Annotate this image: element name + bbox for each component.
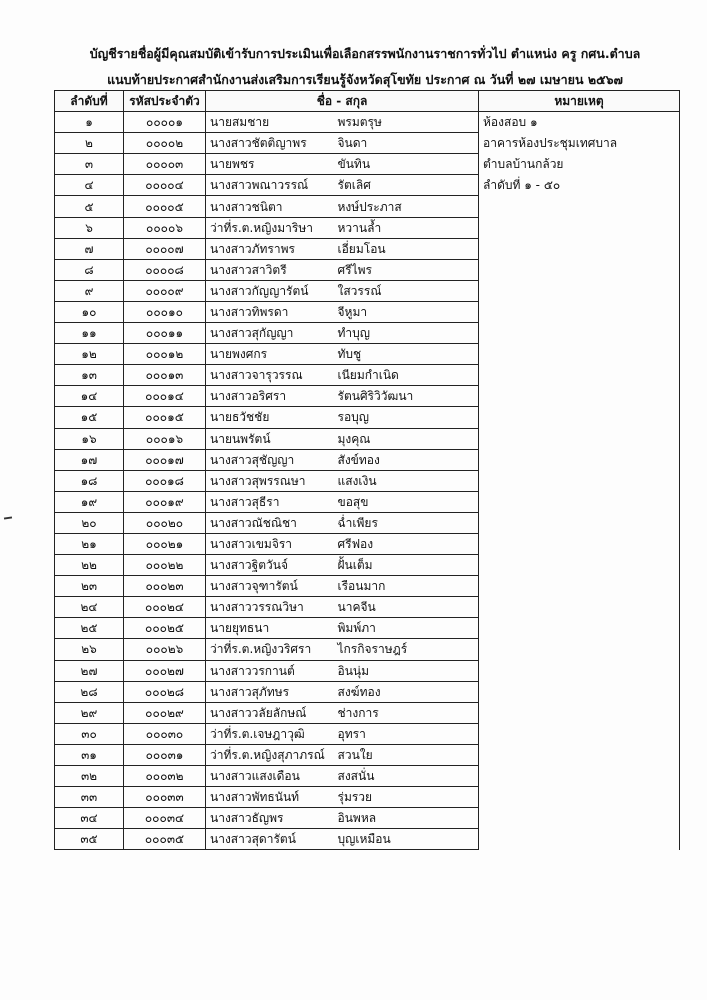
row-first-name: นางสาวภัทราพร <box>206 238 334 259</box>
table-row <box>55 154 680 175</box>
row-num: ๕ <box>55 196 124 217</box>
row-code: ๐๐๐๑๖ <box>124 428 206 449</box>
table-row <box>55 681 680 702</box>
row-first-name: นางสาวอริศรา <box>206 386 334 407</box>
row-code: ๐๐๐๐๖ <box>124 217 206 238</box>
row-last-name: สงฆ์ทอง <box>334 681 479 702</box>
table-row <box>55 723 680 744</box>
table-row <box>55 196 680 217</box>
row-remark <box>479 470 680 491</box>
row-first-name: นายพชร <box>206 154 334 175</box>
row-code: ๐๐๐๐๒ <box>124 133 206 154</box>
row-last-name: ช่างการ <box>334 702 479 723</box>
row-first-name: นางสาวสุพรรณษา <box>206 470 334 491</box>
header-code: รหัสประจำตัว <box>124 91 206 112</box>
row-first-name: ว่าที่ร.ต.หญิงสุภาภรณ์ <box>206 744 334 765</box>
row-first-name: นางสาวจารุวรรณ <box>206 365 334 386</box>
row-first-name: นางสาวชนิตา <box>206 196 334 217</box>
row-code: ๐๐๐๒๔ <box>124 597 206 618</box>
row-code: ๐๐๐๓๔ <box>124 808 206 829</box>
row-code: ๐๐๐๑๙ <box>124 491 206 512</box>
row-code: ๐๐๐๐๙ <box>124 280 206 301</box>
row-last-name: สงสนั่น <box>334 766 479 787</box>
row-last-name: ขันทิน <box>334 154 479 175</box>
row-remark <box>479 301 680 322</box>
row-last-name: บุญเหมือน <box>334 829 479 850</box>
table-row <box>55 133 680 154</box>
row-last-name: ไกรกิจราษฎร์ <box>334 639 479 660</box>
table-row <box>55 512 680 533</box>
table-row <box>55 238 680 259</box>
table-row <box>55 449 680 470</box>
row-last-name: สังข์ทอง <box>334 449 479 470</box>
row-last-name: ใสวรรณ์ <box>334 280 479 301</box>
row-remark <box>479 660 680 681</box>
row-code: ๐๐๐๐๗ <box>124 238 206 259</box>
row-num: ๒๙ <box>55 702 124 723</box>
row-first-name: ว่าที่ร.ต.หญิงวริศรา <box>206 639 334 660</box>
row-last-name: ฝั้นเต็ม <box>334 555 479 576</box>
table-row <box>55 660 680 681</box>
table-row <box>55 407 680 428</box>
row-num: ๓๒ <box>55 766 124 787</box>
row-code: ๐๐๐๓๕ <box>124 829 206 850</box>
row-num: ๒๐ <box>55 512 124 533</box>
row-code: ๐๐๐๐๓ <box>124 154 206 175</box>
table-row <box>55 323 680 344</box>
row-last-name: อินพหล <box>334 808 479 829</box>
row-num: ๒๑ <box>55 533 124 554</box>
row-last-name: พรมตรุษ <box>334 112 479 133</box>
table-row <box>55 787 680 808</box>
row-remark <box>479 533 680 554</box>
row-code: ๐๐๐๑๘ <box>124 470 206 491</box>
table-row <box>55 702 680 723</box>
row-first-name: นางสาวณัชณิชา <box>206 512 334 533</box>
row-code: ๐๐๐๓๓ <box>124 787 206 808</box>
row-num: ๒๘ <box>55 681 124 702</box>
row-remark <box>479 449 680 470</box>
row-num: ๑๓ <box>55 365 124 386</box>
row-remark <box>479 344 680 365</box>
row-first-name: นางสาวกัญญารัตน์ <box>206 280 334 301</box>
row-remark <box>479 280 680 301</box>
row-first-name: นายยุทธนา <box>206 618 334 639</box>
row-last-name: นาคจีน <box>334 597 479 618</box>
row-last-name: เรือนมาก <box>334 576 479 597</box>
table-row <box>55 280 680 301</box>
row-first-name: นายพงศกร <box>206 344 334 365</box>
row-remark: ตำบลบ้านกล้วย <box>479 154 680 175</box>
row-last-name: อินนุ่ม <box>334 660 479 681</box>
row-remark <box>479 365 680 386</box>
table-row <box>55 217 680 238</box>
table-row <box>55 470 680 491</box>
row-code: ๐๐๐๑๐ <box>124 301 206 322</box>
row-num: ๒๓ <box>55 576 124 597</box>
row-last-name: จีหูมา <box>334 301 479 322</box>
row-num: ๒๗ <box>55 660 124 681</box>
row-code: ๐๐๐๑๔ <box>124 386 206 407</box>
row-last-name: รัตนศิริวิวัฒนา <box>334 386 479 407</box>
row-last-name: รัตเลิศ <box>334 175 479 196</box>
row-remark <box>479 238 680 259</box>
row-num: ๗ <box>55 238 124 259</box>
row-code: ๐๐๐๑๓ <box>124 365 206 386</box>
row-num: ๓๓ <box>55 787 124 808</box>
row-first-name: นางสาวแสงเดือน <box>206 766 334 787</box>
row-first-name: นางสาวสุชัญญา <box>206 449 334 470</box>
row-num: ๙ <box>55 280 124 301</box>
row-first-name: นางสาววรรณวิษา <box>206 597 334 618</box>
table-header-row <box>55 91 680 112</box>
row-code: ๐๐๐๑๕ <box>124 407 206 428</box>
row-remark <box>479 597 680 618</box>
row-code: ๐๐๐๑๑ <box>124 323 206 344</box>
row-first-name: นางสาวสาวิตรี <box>206 259 334 280</box>
row-remark <box>479 829 680 850</box>
row-num: ๓ <box>55 154 124 175</box>
row-last-name: พิมพ์ภา <box>334 618 479 639</box>
row-remark <box>479 787 680 808</box>
row-num: ๑๔ <box>55 386 124 407</box>
table-row <box>55 555 680 576</box>
row-num: ๔ <box>55 175 124 196</box>
row-remark <box>479 576 680 597</box>
row-first-name: นายนพรัตน์ <box>206 428 334 449</box>
row-first-name: นางสาวธัญพร <box>206 808 334 829</box>
row-code: ๐๐๐๒๘ <box>124 681 206 702</box>
row-remark <box>479 618 680 639</box>
table-row <box>55 386 680 407</box>
row-num: ๑๐ <box>55 301 124 322</box>
row-last-name: สวนใย <box>334 744 479 765</box>
row-first-name: นางสาวสุกัญญา <box>206 323 334 344</box>
row-num: ๒๔ <box>55 597 124 618</box>
row-last-name: เอี่ยมโอน <box>334 238 479 259</box>
document-subtitle: แนบท้ายประกาศสำนักงานส่งเสริมการเรียนรู้จังหวัดสุโขทัย ประกาศ ณ วันที่ ๒๗ เมษายน ๒๕๖๗ <box>107 72 623 87</box>
row-last-name: ศรีไพร <box>334 259 479 280</box>
row-code: ๐๐๐๒๕ <box>124 618 206 639</box>
row-code: ๐๐๐๑๒ <box>124 344 206 365</box>
row-num: ๑๗ <box>55 449 124 470</box>
row-remark <box>479 196 680 217</box>
row-remark <box>479 744 680 765</box>
row-last-name: ฉ่ำเพียร <box>334 512 479 533</box>
row-first-name: นางสาวสุภัทษร <box>206 681 334 702</box>
row-num: ๑๖ <box>55 428 124 449</box>
table-row <box>55 175 680 196</box>
row-first-name: นางสาววลัยลักษณ์ <box>206 702 334 723</box>
table-row <box>55 766 680 787</box>
row-code: ๐๐๐๑๗ <box>124 449 206 470</box>
table-row <box>55 744 680 765</box>
row-remark <box>479 428 680 449</box>
row-code: ๐๐๐๐๕ <box>124 196 206 217</box>
row-code: ๐๐๐๓๐ <box>124 723 206 744</box>
row-remark <box>479 555 680 576</box>
table-row <box>55 618 680 639</box>
row-remark <box>479 217 680 238</box>
document-title: บัญชีรายชื่อผู้มีคุณสมบัติเข้ารับการประเมินเพื่อเลือกสรรพนักงานราชการทั่วไป ตำแหน่ง ครู กศน.ตำบล <box>89 46 641 61</box>
table-row <box>55 597 680 618</box>
table-row <box>55 365 680 386</box>
header-remark: หมายเหตุ <box>479 91 680 112</box>
row-code: ๐๐๐๒๒ <box>124 555 206 576</box>
row-code: ๐๐๐๐๑ <box>124 112 206 133</box>
row-num: ๓๑ <box>55 744 124 765</box>
row-last-name: รุ่มรวย <box>334 787 479 808</box>
row-first-name: นางสาวชัตติญาพร <box>206 133 334 154</box>
row-remark <box>479 407 680 428</box>
row-num: ๓๐ <box>55 723 124 744</box>
row-last-name: เนียมกำเนิด <box>334 365 479 386</box>
row-num: ๒๕ <box>55 618 124 639</box>
row-first-name: นางสาวพณาวรรณ์ <box>206 175 334 196</box>
row-code: ๐๐๐๒๙ <box>124 702 206 723</box>
margin-mark <box>4 516 12 519</box>
row-first-name: นางสาววรกานต์ <box>206 660 334 681</box>
row-remark <box>479 386 680 407</box>
header-num: ลำดับที่ <box>55 91 124 112</box>
row-last-name: มุงคุณ <box>334 428 479 449</box>
row-num: ๑ <box>55 112 124 133</box>
row-last-name: ขอสุข <box>334 491 479 512</box>
table-row <box>55 491 680 512</box>
row-code: ๐๐๐๓๒ <box>124 766 206 787</box>
row-remark <box>479 491 680 512</box>
row-first-name: นางสาวจุฑารัตน์ <box>206 576 334 597</box>
row-code: ๐๐๐๐๔ <box>124 175 206 196</box>
table-row <box>55 259 680 280</box>
row-first-name: นางสาวพัทธนันท์ <box>206 787 334 808</box>
table-row <box>55 301 680 322</box>
row-num: ๓๕ <box>55 829 124 850</box>
row-remark: อาคารห้องประชุมเทศบาล <box>479 133 680 154</box>
table-body <box>55 112 680 850</box>
row-remark <box>479 323 680 344</box>
row-first-name: นายสมชาย <box>206 112 334 133</box>
row-num: ๒ <box>55 133 124 154</box>
row-num: ๘ <box>55 259 124 280</box>
table-row <box>55 533 680 554</box>
row-last-name: จินดา <box>334 133 479 154</box>
table-row <box>55 639 680 660</box>
row-num: ๑๑ <box>55 323 124 344</box>
row-remark <box>479 702 680 723</box>
row-last-name: แสงเงิน <box>334 470 479 491</box>
row-first-name: นางสาวสุธีรา <box>206 491 334 512</box>
row-num: ๒๒ <box>55 555 124 576</box>
row-last-name: ทำบุญ <box>334 323 479 344</box>
row-first-name: นางสาวฐิตวันจ์ <box>206 555 334 576</box>
row-num: ๑๒ <box>55 344 124 365</box>
row-first-name: นางสาวเขมจิรา <box>206 533 334 554</box>
table-row <box>55 344 680 365</box>
row-code: ๐๐๐๓๑ <box>124 744 206 765</box>
row-remark <box>479 681 680 702</box>
row-remark <box>479 723 680 744</box>
row-last-name: รอบุญ <box>334 407 479 428</box>
row-code: ๐๐๐๒๓ <box>124 576 206 597</box>
row-code: ๐๐๐๒๑ <box>124 533 206 554</box>
row-remark <box>479 808 680 829</box>
row-first-name: ว่าที่ร.ต.หญิงมาริษา <box>206 217 334 238</box>
row-num: ๖ <box>55 217 124 238</box>
table-row <box>55 829 680 850</box>
row-num: ๒๖ <box>55 639 124 660</box>
row-first-name: นางสาวสุดารัตน์ <box>206 829 334 850</box>
row-code: ๐๐๐๒๗ <box>124 660 206 681</box>
header-name: ชื่อ - สกุล <box>206 91 479 112</box>
candidate-table <box>54 90 680 850</box>
row-num: ๑๙ <box>55 491 124 512</box>
row-remark <box>479 512 680 533</box>
row-remark: ลำดับที่ ๑ - ๕๐ <box>479 175 680 196</box>
table-row <box>55 576 680 597</box>
row-remark <box>479 639 680 660</box>
row-remark <box>479 259 680 280</box>
row-last-name: อุทรา <box>334 723 479 744</box>
row-remark <box>479 766 680 787</box>
table-row <box>55 112 680 133</box>
row-code: ๐๐๐๐๘ <box>124 259 206 280</box>
row-code: ๐๐๐๒๖ <box>124 639 206 660</box>
row-num: ๑๘ <box>55 470 124 491</box>
row-code: ๐๐๐๒๐ <box>124 512 206 533</box>
row-remark: ห้องสอบ ๑ <box>479 112 680 133</box>
row-num: ๓๔ <box>55 808 124 829</box>
row-last-name: หวานล้ำ <box>334 217 479 238</box>
row-last-name: ศรีฟอง <box>334 533 479 554</box>
table-row <box>55 428 680 449</box>
row-first-name: นางสาวทิพรดา <box>206 301 334 322</box>
row-first-name: นายธวัชชัย <box>206 407 334 428</box>
row-first-name: ว่าที่ร.ต.เจษฎาวุฒิ <box>206 723 334 744</box>
table-row <box>55 808 680 829</box>
row-last-name: ทับชู <box>334 344 479 365</box>
row-last-name: หงษ์ประภาส <box>334 196 479 217</box>
row-num: ๑๕ <box>55 407 124 428</box>
